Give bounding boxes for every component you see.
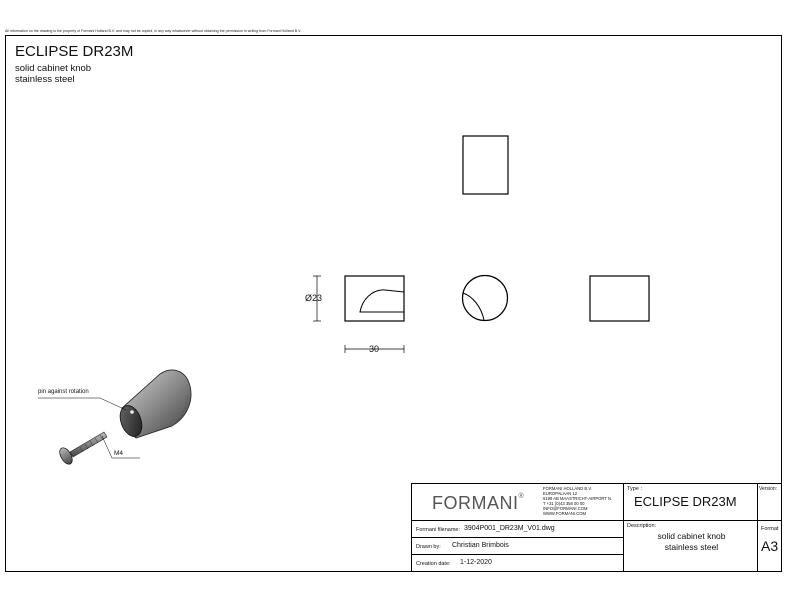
drawing-title: ECLIPSE DR23M [15,43,134,60]
description-label: Description: [627,523,657,529]
type-value: ECLIPSE DR23M [634,494,737,509]
drawn-cell [411,537,624,555]
filename-cell [411,520,624,538]
description-line1: solid cabinet knob [657,531,726,541]
date-label: Creation date: [416,561,451,567]
description-cell [623,520,758,572]
version-cell [757,483,782,521]
length-label: 30 [369,344,380,354]
disclaimer-text: All information on the drawing is the property of Formani Holland B.V. and may not be copied, in any way whatsoever without obtaining the permission in writing from Formani Holland B.V. [5,29,302,33]
logo-cell [411,483,624,521]
drawn-label: Drawn by: [416,544,441,550]
drawn-value: Christian Brimbois [452,542,509,549]
pin-callout: pin against rotation [38,389,89,395]
format-value: A3 [761,538,779,554]
version-label: Version: [759,486,778,492]
date-cell [411,554,624,572]
type-label: Type : [627,486,642,492]
filename-value: 3904P001_DR23M_V01.dwg [464,525,555,532]
date-value: 1-12-2020 [460,559,492,566]
type-cell [623,483,758,521]
front-view [345,276,404,321]
screw-callout: M4 [114,450,124,457]
description-line2: stainless steel [664,542,719,552]
drawing-subtitle-line2: stainless steel [15,74,75,85]
end-view [463,276,508,321]
side-view [590,276,649,321]
title-block [411,483,782,572]
diameter-label: Ø23 [305,293,323,303]
formani-logo: FORMANI® [432,493,525,513]
top-view [463,136,508,194]
drawing-subtitle-line1: solid cabinet knob [15,63,92,74]
format-cell [757,520,782,572]
format-label: Format [761,526,779,532]
filename-label: Formani filename: [416,527,461,533]
company-address: FORMANI HOLLAND B.V. EUROPALAAN 12 6199 AB MAASTRICHT-AIRPORT N. T +31 (0)43 358 00 00 INFO@FORMANI.COM WWW.FORMANI.COM [543,486,613,516]
